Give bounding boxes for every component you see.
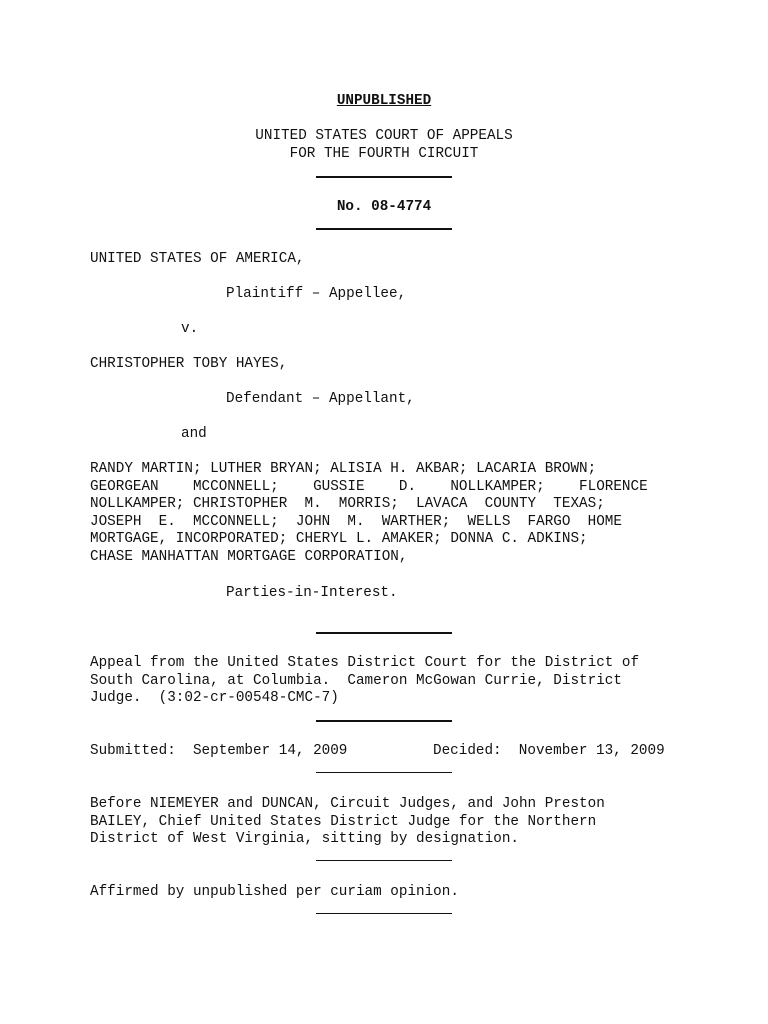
parties-line: CHASE MANHATTAN MORTGAGE CORPORATION, (90, 548, 408, 565)
disposition: Affirmed by unpublished per curiam opinion. (90, 884, 459, 900)
panel-line: District of West Virginia, sitting by designation. (90, 831, 519, 847)
divider-rule (316, 913, 452, 914)
divider-rule (316, 632, 452, 634)
parties-line: MORTGAGE, INCORPORATED; CHERYL L. AMAKER; DONNA C. ADKINS; (90, 531, 588, 547)
divider-rule (316, 228, 452, 230)
parties-line: NOLLKAMPER; CHRISTOPHER M. MORRIS; LAVACA COUNTY TEXAS; (90, 496, 605, 512)
versus-label: v. (181, 321, 199, 337)
panel-line: BAILEY, Chief United States District Judge for the Northern (90, 813, 597, 830)
divider-rule (316, 176, 452, 178)
appeal-line: Appeal from the United States District Court for the District of (90, 655, 640, 671)
divider-rule (316, 720, 452, 722)
defendant-name: CHRISTOPHER TOBY HAYES, (90, 356, 288, 372)
plaintiff-name: UNITED STATES OF AMERICA, (90, 251, 305, 267)
unpublished-label: UNPUBLISHED (336, 93, 432, 109)
and-label: and (181, 426, 207, 442)
defendant-role: Defendant – Appellant, (226, 391, 415, 407)
parties-line: JOSEPH E. MCCONNELL; JOHN M. WARTHER; WELLS FARGO HOME (90, 513, 622, 530)
plaintiff-role: Plaintiff – Appellee, (226, 286, 407, 302)
submitted-date: Submitted: September 14, 2009 (90, 743, 348, 759)
court-name-line2: FOR THE FOURTH CIRCUIT (289, 146, 479, 162)
parties-line: RANDY MARTIN; LUTHER BRYAN; ALISIA H. AKBAR; LACARIA BROWN; (90, 461, 597, 477)
parties-role: Parties-in-Interest. (226, 585, 398, 601)
appeal-line: South Carolina, at Columbia. Cameron McGowan Currie, District (90, 672, 622, 689)
court-name-line1: UNITED STATES COURT OF APPEALS (255, 128, 513, 144)
divider-rule (316, 772, 452, 773)
decided-date: Decided: November 13, 2009 (433, 743, 665, 759)
divider-rule (316, 860, 452, 861)
parties-line: GEORGEAN MCCONNELL; GUSSIE D. NOLLKAMPER; FLORENCE (90, 478, 648, 495)
appeal-line: Judge. (3:02-cr-00548-CMC-7) (90, 690, 339, 706)
case-number: No. 08-4774 (336, 199, 432, 215)
panel-line: Before NIEMEYER and DUNCAN, Circuit Judges, and John Preston (90, 796, 605, 812)
